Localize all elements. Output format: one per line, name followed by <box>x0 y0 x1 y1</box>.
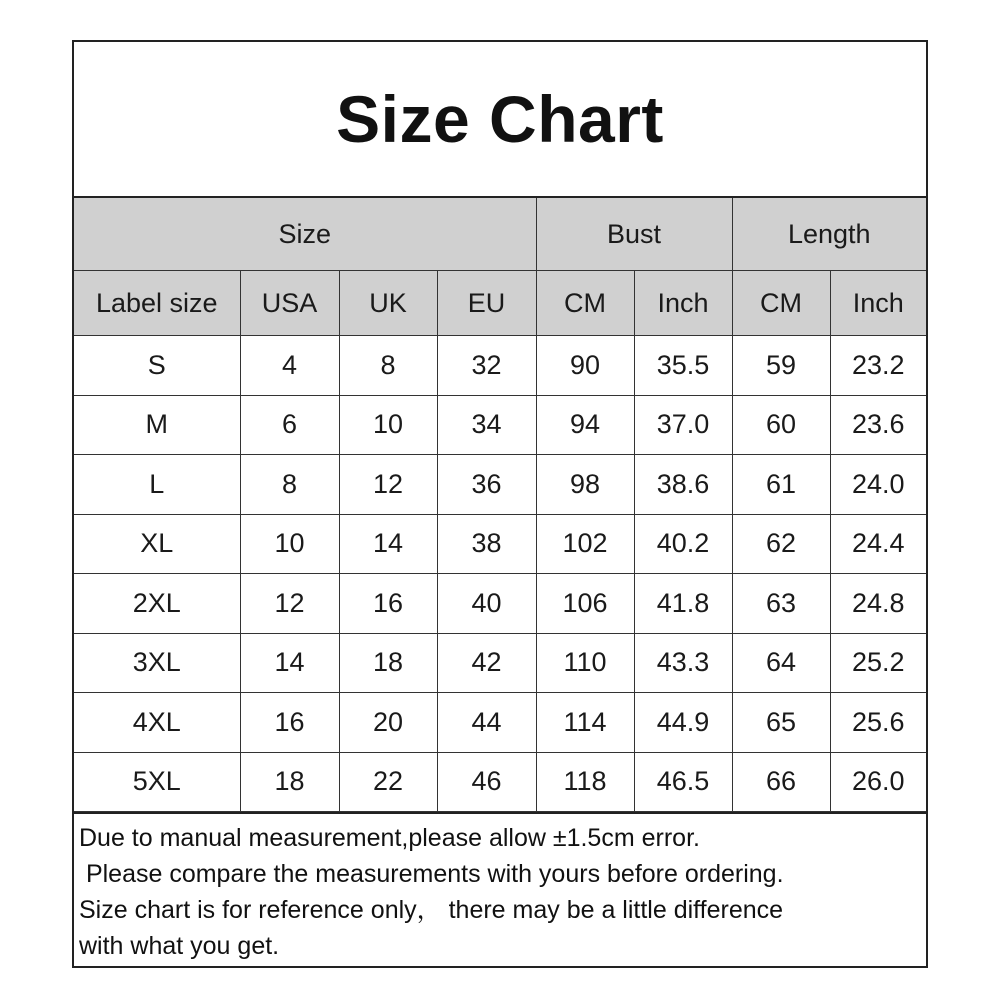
cell-usa: 12 <box>240 574 339 634</box>
cell-eu: 40 <box>437 574 536 634</box>
cell-bust-inch: 38.6 <box>634 455 732 515</box>
cell-eu: 42 <box>437 633 536 693</box>
cell-uk: 14 <box>339 514 437 574</box>
cell-eu: 34 <box>437 395 536 455</box>
table-row <box>74 395 926 455</box>
cell-label-size: 2XL <box>74 574 240 634</box>
cell-label-size: XL <box>74 514 240 574</box>
cell-bust-cm: 94 <box>536 395 634 455</box>
cell-length-inch: 24.4 <box>830 514 926 574</box>
group-header-size: Size <box>74 198 536 271</box>
cell-length-cm: 63 <box>732 574 830 634</box>
cell-bust-inch: 46.5 <box>634 752 732 812</box>
cell-length-inch: 23.6 <box>830 395 926 455</box>
table-row <box>74 455 926 515</box>
page-title: Size Chart <box>336 82 664 156</box>
cell-bust-cm: 102 <box>536 514 634 574</box>
cell-length-cm: 64 <box>732 633 830 693</box>
size-table <box>74 198 926 812</box>
column-header-bust-inch: Inch <box>634 271 732 336</box>
column-header-length-cm: CM <box>732 271 830 336</box>
cell-bust-inch: 44.9 <box>634 693 732 753</box>
cell-length-inch: 24.0 <box>830 455 926 515</box>
title-box <box>74 42 926 198</box>
cell-usa: 10 <box>240 514 339 574</box>
measurement-note <box>74 812 926 964</box>
cell-bust-cm: 118 <box>536 752 634 812</box>
cell-bust-cm: 106 <box>536 574 634 634</box>
table-row <box>74 514 926 574</box>
group-header-length: Length <box>732 198 926 271</box>
cell-eu: 36 <box>437 455 536 515</box>
cell-eu: 44 <box>437 693 536 753</box>
table-row <box>74 336 926 396</box>
cell-label-size: L <box>74 455 240 515</box>
cell-length-inch: 23.2 <box>830 336 926 396</box>
cell-eu: 32 <box>437 336 536 396</box>
cell-length-cm: 59 <box>732 336 830 396</box>
cell-length-inch: 25.6 <box>830 693 926 753</box>
cell-usa: 16 <box>240 693 339 753</box>
column-header-eu: EU <box>437 271 536 336</box>
cell-length-inch: 24.8 <box>830 574 926 634</box>
cell-uk: 10 <box>339 395 437 455</box>
cell-usa: 14 <box>240 633 339 693</box>
note-line: Due to manual measurement,please allow ±1.5cm error. <box>79 824 700 852</box>
cell-bust-inch: 40.2 <box>634 514 732 574</box>
cell-bust-inch: 43.3 <box>634 633 732 693</box>
cell-bust-inch: 37.0 <box>634 395 732 455</box>
sub-header-row <box>74 271 926 336</box>
cell-label-size: M <box>74 395 240 455</box>
cell-length-cm: 61 <box>732 455 830 515</box>
group-header-row <box>74 198 926 271</box>
cell-length-cm: 66 <box>732 752 830 812</box>
column-header-usa: USA <box>240 271 339 336</box>
cell-length-cm: 62 <box>732 514 830 574</box>
cell-length-inch: 25.2 <box>830 633 926 693</box>
table-row <box>74 752 926 812</box>
cell-bust-cm: 90 <box>536 336 634 396</box>
cell-label-size: S <box>74 336 240 396</box>
cell-label-size: 3XL <box>74 633 240 693</box>
note-line: Size chart is for reference only， there may be a little difference <box>79 896 784 924</box>
cell-bust-cm: 114 <box>536 693 634 753</box>
cell-length-cm: 65 <box>732 693 830 753</box>
table-row <box>74 693 926 753</box>
table-row <box>74 574 926 634</box>
cell-uk: 22 <box>339 752 437 812</box>
cell-length-cm: 60 <box>732 395 830 455</box>
cell-bust-cm: 110 <box>536 633 634 693</box>
cell-uk: 20 <box>339 693 437 753</box>
note-line: Please compare the measurements with yours before ordering. <box>79 860 784 888</box>
table-row <box>74 633 926 693</box>
cell-bust-cm: 98 <box>536 455 634 515</box>
cell-usa: 4 <box>240 336 339 396</box>
cell-uk: 12 <box>339 455 437 515</box>
cell-eu: 46 <box>437 752 536 812</box>
cell-label-size: 4XL <box>74 693 240 753</box>
column-header-uk: UK <box>339 271 437 336</box>
size-chart-sheet <box>72 40 928 968</box>
cell-uk: 8 <box>339 336 437 396</box>
cell-uk: 18 <box>339 633 437 693</box>
column-header-label-size: Label size <box>74 271 240 336</box>
column-header-bust-cm: CM <box>536 271 634 336</box>
cell-bust-inch: 35.5 <box>634 336 732 396</box>
cell-uk: 16 <box>339 574 437 634</box>
cell-usa: 6 <box>240 395 339 455</box>
group-header-bust: Bust <box>536 198 732 271</box>
cell-eu: 38 <box>437 514 536 574</box>
cell-bust-inch: 41.8 <box>634 574 732 634</box>
cell-usa: 8 <box>240 455 339 515</box>
cell-usa: 18 <box>240 752 339 812</box>
cell-length-inch: 26.0 <box>830 752 926 812</box>
note-line: with what you get. <box>79 932 280 960</box>
column-header-length-inch: Inch <box>830 271 926 336</box>
cell-label-size: 5XL <box>74 752 240 812</box>
